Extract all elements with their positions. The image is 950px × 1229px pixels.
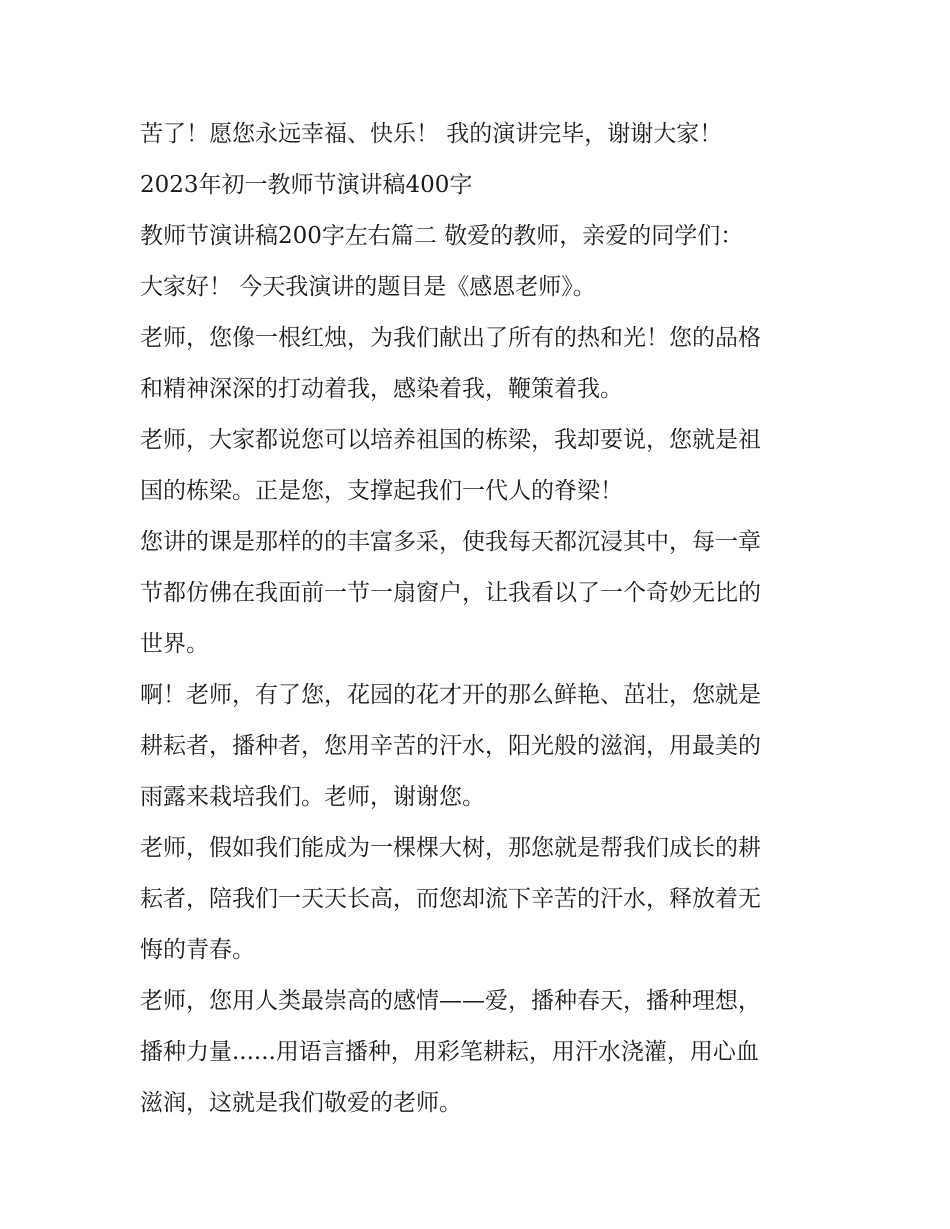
text-line: 老师，假如我们能成为一棵棵大树，那您就是帮我们成长的耕 (140, 835, 761, 861)
text-line: 雨露来栽培我们。老师，谢谢您。 (140, 784, 485, 810)
text-line: 滋润，这就是我们敬爱的老师。 (140, 1090, 462, 1116)
text-line: 和精神深深的打动着我，感染着我，鞭策着我。 (140, 376, 623, 402)
text-line: 播种力量......用语言播种，用彩笔耕耘，用汗水浇灌，用心血 (140, 1039, 759, 1065)
text-line: 苦了！愿您永远幸福、快乐！ 我的演讲完毕，谢谢大家！ (140, 121, 723, 147)
text-line: 节都仿佛在我面前一节一扇窗户，让我看以了一个奇妙无比的 (140, 580, 761, 606)
text-line: 耘者，陪我们一天天长高，而您却流下辛苦的汗水，释放着无 (140, 886, 761, 912)
text-line: 大家好！ 今天我演讲的题目是《感恩老师》。 (140, 274, 596, 300)
text-line: 老师，大家都说您可以培养祖国的栋梁，我却要说，您就是祖 (140, 427, 761, 453)
text-line: 教师节演讲稿200字左右篇二 敬爱的教师，亲爱的同学们： (140, 223, 744, 249)
text-line: 国的栋梁。正是您，支撑起我们一代人的脊梁！ (140, 478, 623, 504)
text-line: 老师，您用人类最崇高的感情——爱，播种春天，播种理想， (140, 988, 761, 1014)
text-line: 啊！老师，有了您，花园的花才开的那么鲜艳、茁壮，您就是 (140, 682, 761, 708)
text-line: 老师，您像一根红烛，为我们献出了所有的热和光！您的品格 (140, 325, 761, 351)
text-line: 悔的青春。 (140, 937, 255, 963)
text-line: 耕耘者，播种者，您用辛苦的汗水，阳光般的滋润，用最美的 (140, 733, 761, 759)
text-line: 世界。 (140, 631, 209, 657)
text-line: 您讲的课是那样的的丰富多采，使我每天都沉浸其中，每一章 (140, 529, 761, 555)
document-body (140, 109, 815, 1129)
text-line: 2023年初一教师节演讲稿400字 (140, 172, 473, 198)
